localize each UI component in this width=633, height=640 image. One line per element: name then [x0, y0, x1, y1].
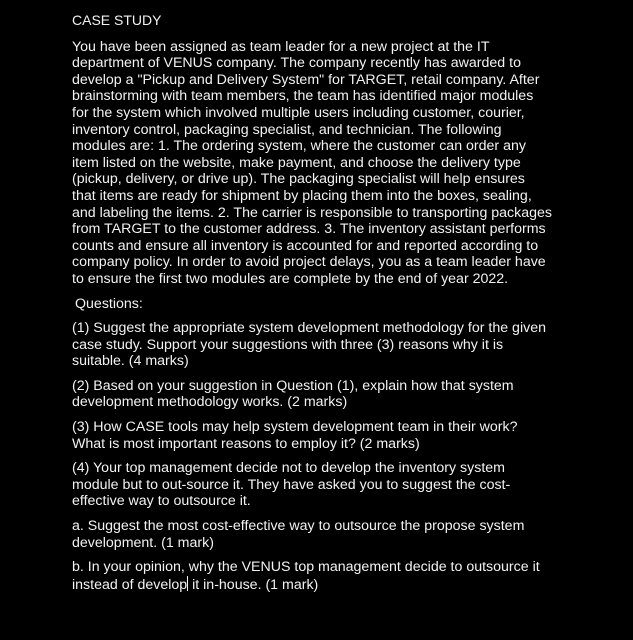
intro-paragraph: You have been assigned as team leader for a new project at the IT department of VENUS company. The company recently has awarded to develop a "Pickup and Delivery System" for TARGET, retail company. After brainstorming with team members, the team has identified major modules for the system which involved multiple users including customer, courier, inventory control, packaging specialist, and technician. The following modules are: 1. The ordering system, where the customer can order any item listed on the website, make payment, and choose the delivery type (pickup, delivery, or drive up). The packaging specialist will help ensures that items are ready for shipment by placing them into the boxes, sealing, and labeling the items. 2. The carrier is responsible to transporting packages from TARGET to the customer address. 3. The inventory assistant performs counts and ensure all inventory is accounted for and reported according to company policy. In order to avoid project delays, you as a team leader have to ensure the first two modules are complete by the end of year 2022. — [72, 38, 553, 287]
question-1: (1) Suggest the appropriate system development methodology for the given case study. Support your suggestions with three (3) reasons why it is suitable. (4 marks) — [72, 320, 546, 370]
question-4b-text-after-caret: it in-house. (1 mark) — [188, 576, 319, 593]
questions-label: Questions: — [75, 295, 143, 312]
question-4b-text-before-caret: b. In your opinion, why the VENUS top management decide to outsource it instead of develop — [72, 559, 540, 593]
question-2: (2) Based on your suggestion in Question (1), explain how that system development methodology works. (2 marks) — [72, 377, 514, 411]
question-3: (3) How CASE tools may help system development team in their work? What is most important reasons to employ it? (2 marks) — [72, 419, 518, 452]
question-4: (4) Your top management decide not to develop the inventory system module but to out-source it. They have asked you to suggest the cost-effective way to outsource it. — [72, 460, 511, 510]
question-4b[interactable] — [72, 559, 552, 593]
question-4a: a. Suggest the most cost-effective way to outsource the propose system development. (1 mark) — [72, 518, 525, 551]
document-body[interactable] — [72, 12, 552, 601]
case-study-heading: CASE STUDY — [72, 12, 162, 28]
